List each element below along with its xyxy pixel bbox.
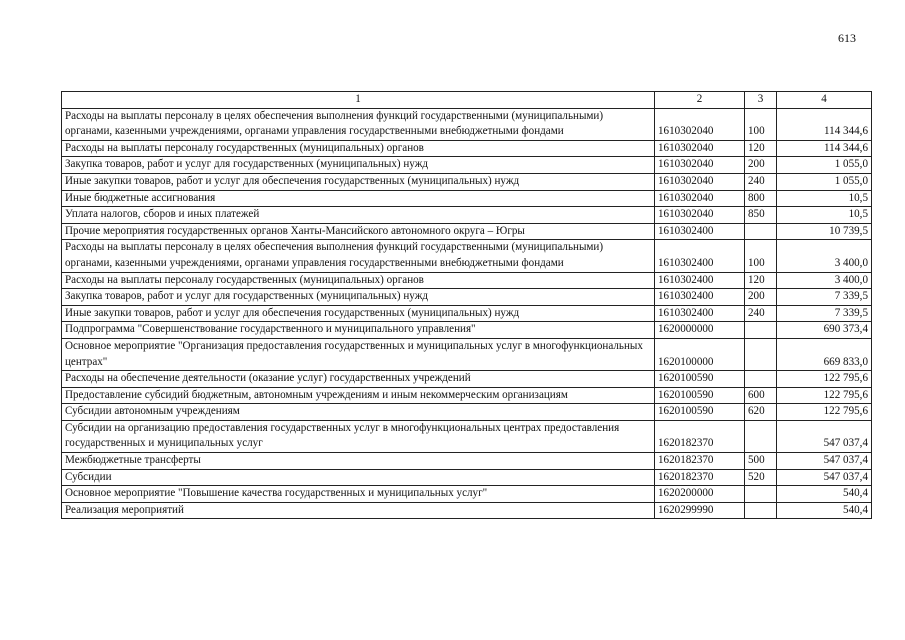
row-name-cell: Субсидии автономным учреждениям [62,404,655,421]
row-amount-cell: 10 739,5 [777,223,872,240]
table-row [62,207,872,224]
row-vr-cell: 240 [745,173,777,190]
row-name-cell: Субсидии на организацию предоставления государственных услуг в многофункциональных центрах предоставления государственных и муниципальных услуг [62,420,655,452]
budget-table [61,91,872,519]
row-vr-cell [745,486,777,503]
row-code-cell: 1610302040 [655,108,745,140]
row-name-cell: Подпрограмма "Совершенствование государственного и муниципального управления" [62,322,655,339]
row-vr-cell: 120 [745,272,777,289]
row-vr-cell: 200 [745,289,777,306]
row-vr-cell: 120 [745,140,777,157]
row-amount-cell: 547 037,4 [777,453,872,470]
row-amount-cell: 547 037,4 [777,420,872,452]
row-amount-cell: 10,5 [777,190,872,207]
row-code-cell: 1620100590 [655,371,745,388]
table-row [62,420,872,452]
row-amount-cell: 540,4 [777,502,872,519]
row-vr-cell: 200 [745,157,777,174]
table-row [62,240,872,272]
table-row [62,305,872,322]
table-row [62,453,872,470]
row-vr-cell [745,420,777,452]
row-code-cell: 1620182370 [655,420,745,452]
row-name-cell: Прочие мероприятия государственных органов Ханты-Мансийского автономного округа – Югры [62,223,655,240]
row-amount-cell: 540,4 [777,486,872,503]
row-code-cell: 1610302400 [655,223,745,240]
row-name-cell: Основное мероприятие "Организация предоставления государственных и муниципальных услуг в многофункциональных центрах" [62,338,655,370]
row-name-cell: Расходы на выплаты персоналу в целях обеспечения выполнения функций государственными (муниципальными) органами, казенными учреждениями, органами управления государственными внебюджетными фондами [62,240,655,272]
row-vr-cell: 500 [745,453,777,470]
table-body [62,108,872,519]
row-vr-cell [745,223,777,240]
column-header-1: 1 [62,92,655,109]
row-amount-cell: 114 344,6 [777,108,872,140]
row-amount-cell: 669 833,0 [777,338,872,370]
row-code-cell: 1610302400 [655,289,745,306]
row-amount-cell: 122 795,6 [777,371,872,388]
row-amount-cell: 122 795,6 [777,404,872,421]
table-row [62,469,872,486]
row-code-cell: 1610302400 [655,305,745,322]
row-amount-cell: 547 037,4 [777,469,872,486]
row-vr-cell: 620 [745,404,777,421]
table-row [62,387,872,404]
row-vr-cell: 800 [745,190,777,207]
row-vr-cell [745,371,777,388]
table-header-row [62,92,872,109]
row-amount-cell: 7 339,5 [777,289,872,306]
row-amount-cell: 690 373,4 [777,322,872,339]
row-amount-cell: 10,5 [777,207,872,224]
row-code-cell: 1610302400 [655,272,745,289]
row-name-cell: Уплата налогов, сборов и иных платежей [62,207,655,224]
page-number: 613 [838,31,856,45]
row-code-cell: 1610302040 [655,157,745,174]
row-name-cell: Иные закупки товаров, работ и услуг для обеспечения государственных (муниципальных) нужд [62,305,655,322]
table-row [62,502,872,519]
table-row [62,272,872,289]
row-amount-cell: 7 339,5 [777,305,872,322]
row-name-cell: Субсидии [62,469,655,486]
row-vr-cell [745,338,777,370]
table-row [62,108,872,140]
row-vr-cell: 240 [745,305,777,322]
table-row [62,173,872,190]
row-code-cell: 1610302400 [655,240,745,272]
row-name-cell: Межбюджетные трансферты [62,453,655,470]
row-vr-cell: 600 [745,387,777,404]
row-name-cell: Иные закупки товаров, работ и услуг для обеспечения государственных (муниципальных) нужд [62,173,655,190]
row-name-cell: Расходы на выплаты персоналу в целях обеспечения выполнения функций государственными (муниципальными) органами, казенными учреждениями, органами управления государственными внебюджетными фондами [62,108,655,140]
table-row [62,223,872,240]
row-name-cell: Основное мероприятие "Повышение качества государственных и муниципальных услуг" [62,486,655,503]
row-name-cell: Иные бюджетные ассигнования [62,190,655,207]
row-amount-cell: 1 055,0 [777,157,872,174]
column-header-3: 3 [745,92,777,109]
row-name-cell: Закупка товаров, работ и услуг для государственных (муниципальных) нужд [62,157,655,174]
row-vr-cell [745,502,777,519]
row-code-cell: 1620182370 [655,453,745,470]
row-name-cell: Реализация мероприятий [62,502,655,519]
row-name-cell: Расходы на обеспечение деятельности (оказание услуг) государственных учреждений [62,371,655,388]
row-vr-cell: 520 [745,469,777,486]
table-row [62,338,872,370]
row-amount-cell: 1 055,0 [777,173,872,190]
table-row [62,486,872,503]
row-name-cell: Расходы на выплаты персоналу государственных (муниципальных) органов [62,140,655,157]
table-row [62,140,872,157]
table-row [62,157,872,174]
row-name-cell: Закупка товаров, работ и услуг для государственных (муниципальных) нужд [62,289,655,306]
row-amount-cell: 122 795,6 [777,387,872,404]
row-name-cell: Предоставление субсидий бюджетным, автономным учреждениям и иным некоммерческим организациям [62,387,655,404]
row-code-cell: 1610302040 [655,190,745,207]
row-code-cell: 1620100000 [655,338,745,370]
row-amount-cell: 114 344,6 [777,140,872,157]
row-vr-cell: 850 [745,207,777,224]
row-code-cell: 1620200000 [655,486,745,503]
row-amount-cell: 3 400,0 [777,240,872,272]
row-code-cell: 1620000000 [655,322,745,339]
row-vr-cell: 100 [745,240,777,272]
row-code-cell: 1620299990 [655,502,745,519]
row-code-cell: 1620100590 [655,404,745,421]
row-vr-cell: 100 [745,108,777,140]
table-row [62,289,872,306]
table-row [62,404,872,421]
column-header-2: 2 [655,92,745,109]
table-row [62,371,872,388]
row-code-cell: 1620100590 [655,387,745,404]
table-row [62,190,872,207]
row-name-cell: Расходы на выплаты персоналу государственных (муниципальных) органов [62,272,655,289]
row-vr-cell [745,322,777,339]
table-row [62,322,872,339]
row-code-cell: 1610302040 [655,207,745,224]
row-code-cell: 1610302040 [655,173,745,190]
row-code-cell: 1620182370 [655,469,745,486]
row-amount-cell: 3 400,0 [777,272,872,289]
column-header-4: 4 [777,92,872,109]
row-code-cell: 1610302040 [655,140,745,157]
